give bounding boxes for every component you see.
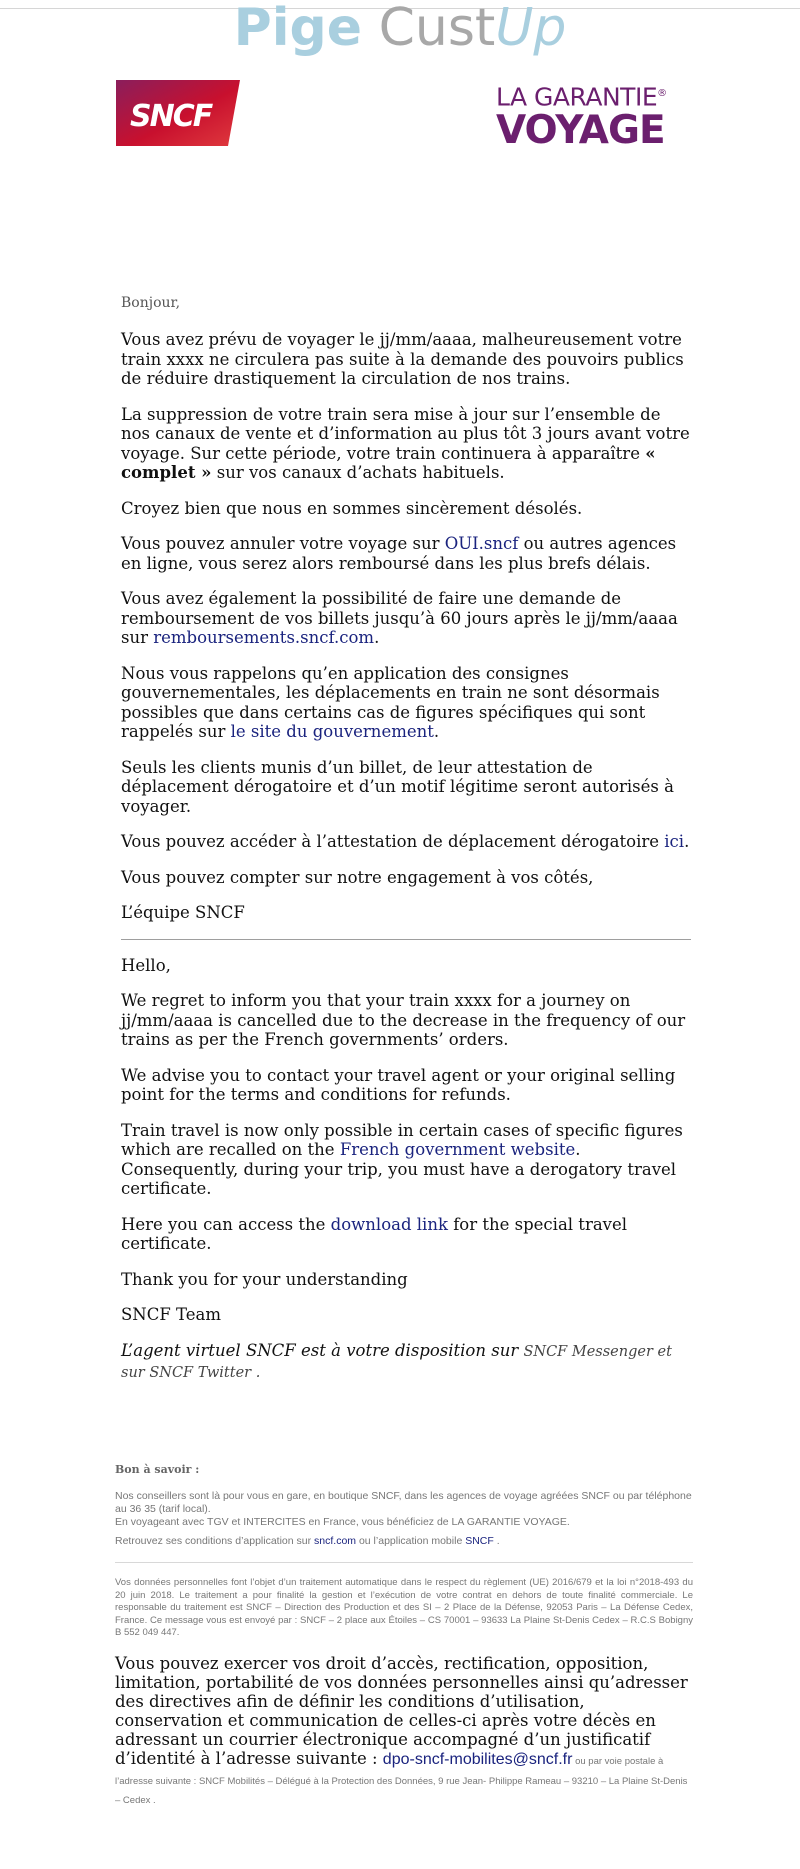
en-signature: SNCF Team xyxy=(121,1305,222,1324)
fr-signature: L’équipe SNCF xyxy=(121,903,245,922)
sncf-app-link[interactable]: SNCF xyxy=(465,1535,494,1547)
sncf-com-link[interactable]: sncf.com xyxy=(314,1535,357,1547)
data-rights-notice: Vous pouvez exercer vos droit d’accès, rectification, opposition, limitation, portabilité de vos données personnelles ainsi qu’adresser des directives afin de définir les conditions d’utilisation, conservation et communication de celles-ci après votre décès en adressant un courrier électronique accompagné d’un justificatif d’identité à l’adresse suivante : dpo-sncf-mobilites@sncf.fr ou par voie postale à l’adresse suivante : SNCF Mobilités – Délégué à la Protection des Données, 9 rue Jean- Philippe Rameau – 93210 – La Plaine St-Denis – Cedex . xyxy=(115,1653,688,1806)
fr-paragraph-6: Nous vous rappelons qu’en application des consignes gouvernementales, les déplacements en train ne sont désormais possibles que dans certains cas de figures spécifiques qui sont rappelés sur le site du gouvernement. xyxy=(121,663,660,741)
bon-a-savoir-title: Bon à savoir : xyxy=(115,1463,200,1476)
en-paragraph-1: We regret to inform you that your train xxxx for a journey on jj/mm/aaaa is cancelled due to the decrease in the frequency of our trains as per the French governments’ orders. xyxy=(121,991,686,1049)
fr-paragraph-1: Vous avez prévu de voyager le jj/mm/aaaa, malheureusement votre train xxxx ne circulera pas suite à la demande des pouvoirs publics de réduire drastiquement la circulation de nos trains. xyxy=(121,330,684,388)
en-paragraph-2: We advise you to contact your travel agent or your original selling point for the terms and conditions for refunds. xyxy=(121,1065,676,1104)
fr-paragraph-8: Vous pouvez accéder à l’attestation de déplacement dérogatoire ici. xyxy=(121,832,690,851)
garantie-voyage-logo xyxy=(496,80,696,154)
greeting-fr: Bonjour, xyxy=(121,295,181,311)
footer xyxy=(115,1463,693,1807)
sncf-logo-text: SNCF xyxy=(130,99,212,134)
legal-notice: Vos données personnelles font l’objet d’un traitement automatique dans le respect du règlement (UE) 2016/679 et la loi n°2018-493 du 20 juin 2018. Le traitement a pour finalité la gestion et l’exécution de votre contrat en dehors de toute finalité commerciale. Le responsable du traitement est SNCF – Direction des Production et des SI – 2 Place de la Défense, 92053 Paris – La Défense Cedex, France. Ce message vous est envoyé par : SNCF – 2 place aux Étoiles – CS 70001 – 93633 La Plaine St-Denis Cedex – R.C.S Bobigny B 552 049 447. xyxy=(115,1577,693,1638)
dpo-email-link[interactable]: dpo-sncf-mobilites@sncf.fr xyxy=(382,1750,573,1768)
sncf-twitter-link[interactable]: SNCF Twitter xyxy=(149,1365,252,1381)
garantie-voyage-line1: LA GARANTIE® xyxy=(496,82,667,112)
footer-info-3: Retrouvez ses conditions d’application sur sncf.com ou l’application mobile SNCF . xyxy=(115,1535,500,1547)
virtual-agent-note: L’agent virtuel SNCF est à votre disposition sur SNCF Messenger et sur SNCF Twitter . xyxy=(121,1340,672,1381)
attestation-link[interactable]: ici xyxy=(664,832,685,851)
fr-paragraph-4: Vous pouvez annuler votre voyage sur OUI.sncf ou autres agences en ligne, vous serez alors remboursé dans les plus brefs délais. xyxy=(121,534,677,573)
gouvernement-link[interactable]: le site du gouvernement xyxy=(230,722,434,741)
garantie-voyage-line2: VOYAGE xyxy=(496,108,665,154)
fr-paragraph-7: Seuls les clients munis d’un billet, de leur attestation de déplacement dérogatoire et d’un motif légitime seront autorisés à voyager. xyxy=(121,757,674,816)
email-body xyxy=(121,294,691,1400)
greeting-en: Hello, xyxy=(121,955,171,975)
sncf-logo xyxy=(116,80,240,146)
language-divider xyxy=(121,939,691,940)
fr-paragraph-3: Croyez bien que nous en sommes sincèrement désolés. xyxy=(121,498,583,518)
french-government-link[interactable]: French government website xyxy=(339,1140,576,1159)
en-paragraph-4: Here you can access the download link for the special travel certificate. xyxy=(121,1214,628,1253)
en-paragraph-3: Train travel is now only possible in certain cases of specific figures which are recalled on the French government website. Consequently, during your trip, you must have a derogatory travel certificate. xyxy=(121,1120,683,1198)
download-link[interactable]: download link xyxy=(330,1214,448,1234)
oui-sncf-link[interactable]: OUI.sncf xyxy=(444,534,519,553)
footer-info-2: En voyageant avec TGV et INTERCITES en France, vous bénéficiez de LA GARANTIE VOYAGE. xyxy=(115,1516,570,1528)
sncf-messenger-link[interactable]: SNCF Messenger xyxy=(523,1343,653,1360)
fr-paragraph-5: Vous avez également la possibilité de faire une demande de remboursement de vos billets jusqu’à 60 jours après le jj/mm/aaaa sur remboursements.sncf.com. xyxy=(121,589,678,647)
fr-paragraph-2: La suppression de votre train sera mise à jour sur l’ensemble de nos canaux de vente et d’information au plus tôt 3 jours avant votre voyage. Sur cette période, votre train continuera à apparaître « complet » sur vos canaux d’achats habituels. xyxy=(121,404,690,482)
pigecustup-watermark: Pige CustUp xyxy=(233,0,567,58)
en-paragraph-5: Thank you for your understanding xyxy=(121,1269,408,1289)
footer-divider xyxy=(115,1562,693,1563)
remboursements-link[interactable]: remboursements.sncf.com xyxy=(153,628,375,647)
footer-info-1: Nos conseillers sont là pour vous en gare, en boutique SNCF, dans les agences de voyage agréées SNCF ou par téléphone au 36 35 (tarif local). xyxy=(115,1490,692,1515)
fr-paragraph-9: Vous pouvez compter sur notre engagement à vos côtés, xyxy=(121,867,594,887)
